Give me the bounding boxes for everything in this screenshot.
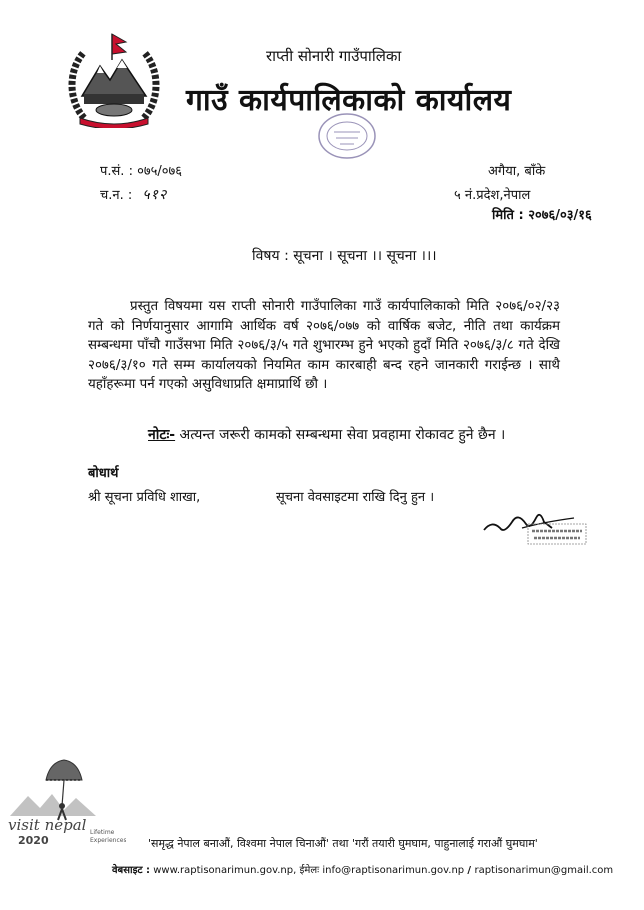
email-link[interactable]: info@raptisonarimun.gov.np: [322, 865, 465, 876]
visit-nepal-brand-text: visit nepal: [8, 816, 87, 834]
signature-icon: [474, 500, 594, 560]
notice-body: प्रस्तुत विषयमा यस राप्ती सोनारी गाउँपालिका गाउँ कार्यपालिकाको मिति २०७६/०२/२३ गते को निर्णयानुसार आगामि आर्थिक वर्ष २०७६/०७७ को वार्षिक बजेट, नीति तथा कार्यक्रम सम्बन्धमा पाँचौ गाउँसभा मिति २०७६/३/५ गते शुभारम्भ हुने भएको हुदाँ मिति २०७६/३/८ गते देखि २०७६/३/१० गते सम्म कार्यालयको नियमित काम कारबाही बन्द रहने जानकारी गराईन्छ । साथै यहाँहरूमा पर्न गएको असुविधाप्रति क्षमाप्रार्थि छौ ।: [88, 299, 560, 392]
office-name: राप्ती सोनारी गाउँपालिका: [266, 47, 402, 65]
office-stamp-icon: [316, 110, 378, 162]
patra-sankhya-label: प.सं. :: [100, 164, 133, 179]
patra-sankhya: [100, 161, 182, 179]
chalani-number: [100, 185, 167, 204]
date-label: मिति :: [492, 208, 524, 223]
cc-recipient: श्री सूचना प्रविधि शाखा,: [88, 490, 201, 505]
visit-nepal-tagline-2: Experiences: [90, 837, 126, 844]
visit-nepal-year: 2020: [18, 834, 49, 847]
visit-nepal-2020-logo: [6, 758, 126, 858]
chalani-value: ५१२: [142, 187, 168, 203]
website-label: वेबसाइट :: [112, 865, 151, 876]
nepal-emblem-icon: [64, 30, 164, 128]
note-line: [148, 425, 505, 444]
note-text: अत्यन्त जरूरी कामको सम्बन्धमा सेवा प्रवहामा रोकावट हुने छैन ।: [179, 427, 506, 443]
chalani-label: च.न. :: [100, 188, 133, 203]
address-line-2: ५ नं.प्रदेश,नेपाल: [454, 188, 531, 203]
footer-slogan: 'समृद्ध नेपाल बनाऔं, विश्वमा नेपाल चिनाऔं' तथा 'गरौं तयारी घुमघाम, पाहुनालाई गराऔं घुमघाम': [148, 837, 538, 850]
cc-action: सूचना वेवसाइटमा राखि दिनु हुन ।: [276, 490, 435, 505]
address-line-1: अगैया, बाँके: [488, 164, 546, 179]
gmail-link[interactable]: raptisonarimun@gmail.com: [474, 865, 614, 876]
website-link[interactable]: www.raptisonarimun.gov.np: [153, 865, 294, 876]
subject-line: विषय : सूचना । सूचना ।। सूचना ।।।: [252, 248, 437, 264]
footer-contacts: वेबसाइट : www.raptisonarimun.gov.np, ईमेलः info@raptisonarimun.gov.np / raptisonarimun@gmail.com: [112, 865, 614, 876]
date-value: २०७६/०३/१६: [528, 208, 592, 223]
office-title: गाउँ कार्यपालिकाको कार्यालय: [186, 83, 512, 118]
visit-nepal-tagline-1: Lifetime: [90, 829, 115, 836]
patra-sankhya-value: ०७५/०७६: [137, 164, 183, 179]
date-line: [492, 205, 592, 223]
email-label: ईमेलः: [299, 865, 320, 876]
cc-heading: बोधार्थ: [88, 466, 119, 481]
note-label: नोटः-: [148, 427, 176, 443]
